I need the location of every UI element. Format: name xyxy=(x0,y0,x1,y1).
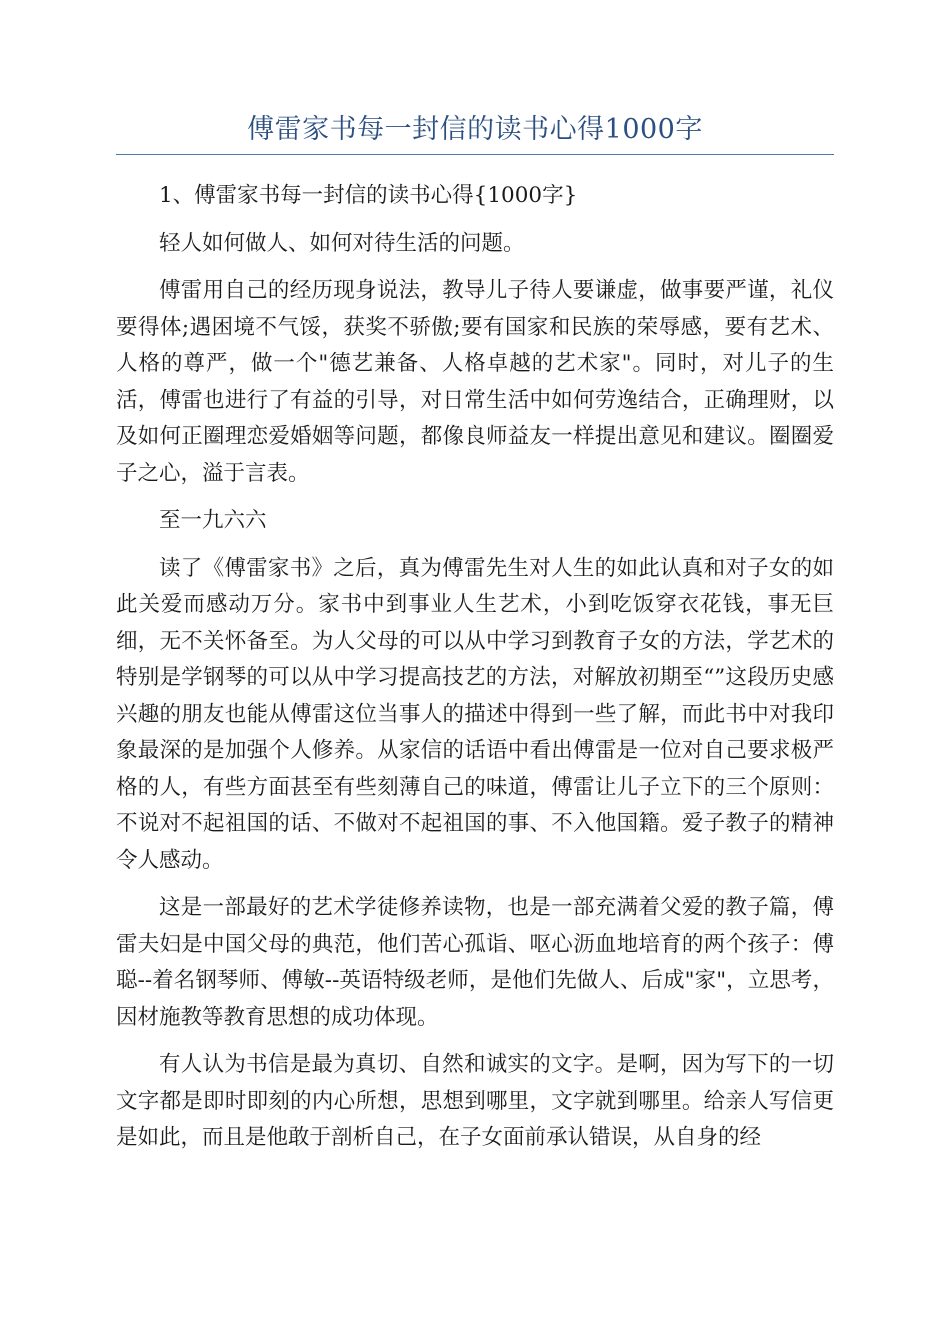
document-title: 傅雷家书每一封信的读书心得1000字 xyxy=(247,114,703,145)
document-body xyxy=(116,178,834,1168)
paragraph-1: 1、傅雷家书每一封信的读书心得{1000字} xyxy=(159,183,578,208)
paragraph-7: 有人认为书信是最为真切、自然和诚实的文字。是啊，因为写下的一切文字都是即时即刻的内心所想，思想到哪里，文字就到哪里。给亲人写信更是如此，而且是他敢于剖析自己，在子女面前承认错误，从自身的经 xyxy=(116,1052,834,1150)
paragraph-6: 这是一部最好的艺术学徒修养读物，也是一部充满着父爱的教子篇，傅雷夫妇是中国父母的典范，他们苦心孤诣、呕心沥血地培育的两个孩子：傅聪--着名钢琴师、傅敏--英语特级老师，是他们先做人、后成"家"，立思考，因材施教等教育思想的成功体现。 xyxy=(116,895,834,1030)
paragraph-3: 傅雷用自己的经历现身说法，教导儿子待人要谦虚，做事要严谨，礼仪要得体;遇困境不气馁，获奖不骄傲;要有国家和民族的荣辱感，要有艺术、人格的尊严，做一个"德艺兼备、人格卓越的艺术家"。同时，对儿子的生活，傅雷也进行了有益的引导，对日常生活中如何劳逸结合，正确理财，以及如何正圈理恋爱婚姻等问题，都像良师益友一样提出意见和建议。圈圈爱子之心，溢于言表。 xyxy=(116,278,834,486)
title-underline xyxy=(116,154,834,155)
paragraph-2: 轻人如何做人、如何对待生活的问题。 xyxy=(159,230,525,256)
paragraph-4: 至一九六六 xyxy=(159,508,267,533)
paragraph-5: 读了《傅雷家书》之后，真为傅雷先生对人生的如此认真和对子女的如此关爱而感动万分。家书中到事业人生艺术，小到吃饭穿衣花钱，事无巨细，无不关怀备至。为人父母的可以从中学习到教育子女的方法，学艺术的特别是学钢琴的可以从中学习提高技艺的方法，对解放初期至“”这段历史感兴趣的朋友也能从傅雷这位当事人的描述中得到一些了解，而此书中对我印象最深的是加强个人修养。从家信的话语中看出傅雷是一位对自己要求极严格的人，有些方面甚至有些刻薄自己的味道，傅雷让儿子立下的三个原则：不说对不起祖国的话、不做对不起祖国的事、不入他国籍。爱子教子的精神令人感动。 xyxy=(116,555,834,873)
